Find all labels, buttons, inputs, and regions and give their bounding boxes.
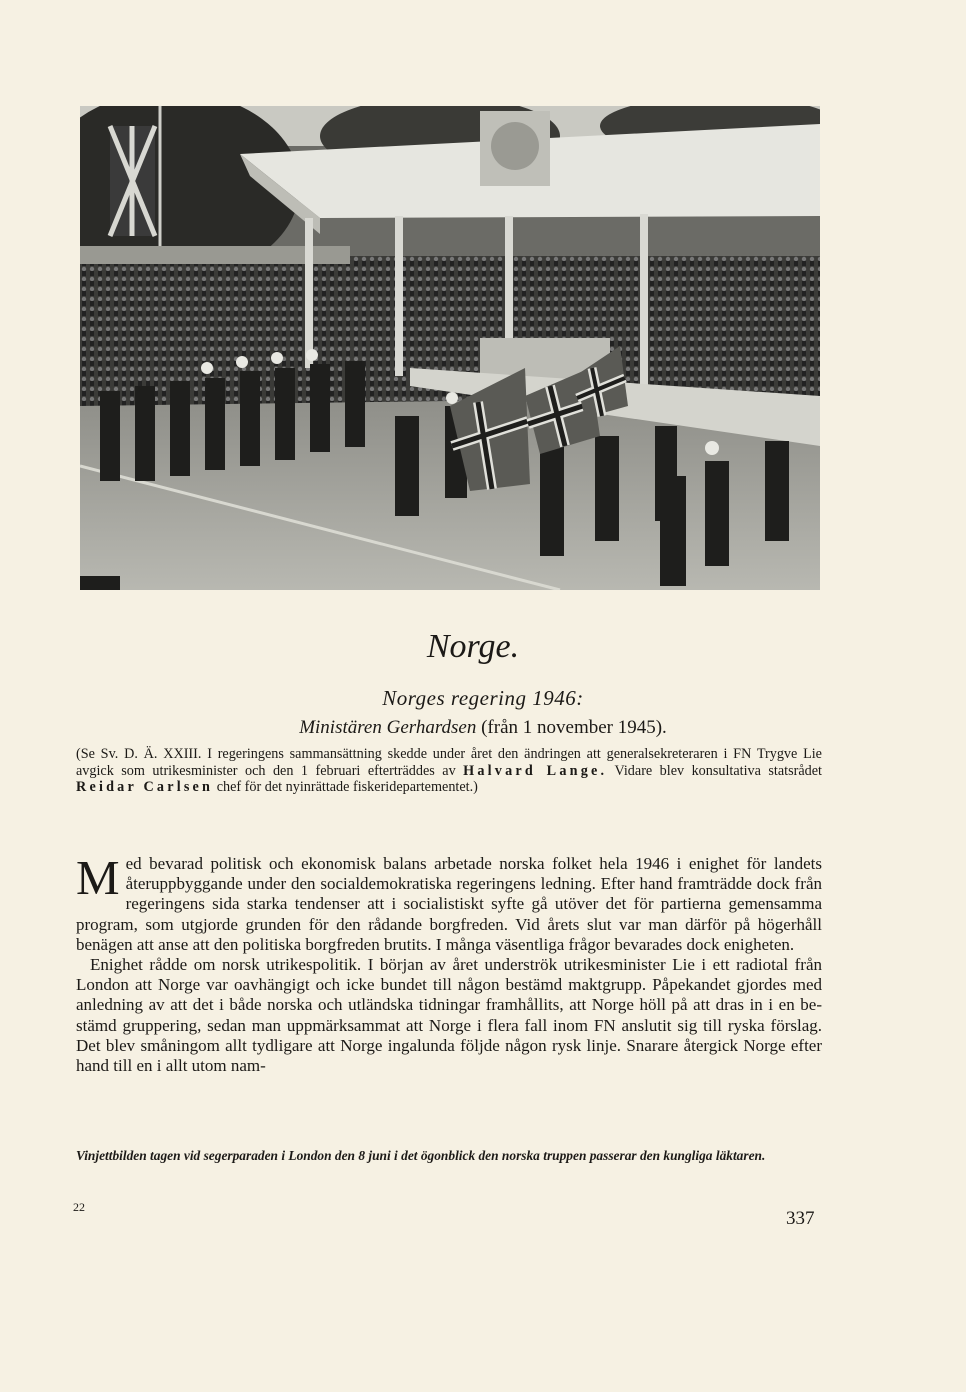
signature-mark: 22: [73, 1200, 85, 1214]
paragraph-1: [76, 850, 822, 955]
note-text-3: chef för det nyinrättade fiskeridepartementet.): [213, 779, 478, 795]
government-heading: Norges regering 1946:: [382, 686, 584, 710]
note-text-1: (Se Sv. D. Ä. XXIII. I regeringens sammansättning skedde under året den ändringen att generalsekreteraren i FN Trygve Lie avgick som utrikesminister och den 1 februari efterträddes av: [76, 746, 822, 779]
note-text-2: Vidare blev konsultativa statsrådet: [607, 762, 822, 779]
photo-caption: Vinjettbilden tagen vid segerparaden i London den 8 juni i det ögonblick den norska truppen passerar den kungliga läktaren.: [76, 1148, 766, 1163]
cabinet-date: (från 1 november 1945).: [481, 717, 667, 738]
paragraph-1-text: ed bevarad politisk och ekonomisk balans arbetade norska folket hela 1946 i enighet för landets återuppbyggande under den socialdemokratiska regeringens ledning. Efter hand framträdde dock från regeringens sida starka tendenser att i socialistiskt syfte gå utöver det för partierna gemensamma program, som utgjorde grunden för den rådande borgfreden. Vid årets slut var man därför på högerhåll benägen att anse att den politiska borgfreden brutits. I många väsentliga frågor bevarades dock enigheten.: [76, 854, 822, 954]
drop-cap: M: [76, 850, 120, 905]
page-number: 337: [786, 1208, 815, 1229]
country-heading: Norge.: [426, 628, 520, 665]
cabinet-name: Ministären Gerhardsen: [299, 717, 477, 738]
body-text: [76, 850, 822, 1076]
cabinet-heading: [0, 717, 966, 739]
paragraph-2: Enighet rådde om norsk utrikespolitik. I början av året underströk utrikesminister Lie i ett radiotal från London att Norge var oavhängigt och icke bundet till någon bestämd maktgrupp. Påpekandet gjordes med anledning av att det i både norska och utländska tidningar framhållits, att Norge höll på att dras in i en bestämd gruppering, sedan man uppmärksammat att Norge i flera fall inom FN anslutit sig till ryska förslag. Det blev småningom allt tydligare att Norge ingalunda följde någon rysk linje. Snarare återgick Norge efter hand till en i allt utom nam-: [76, 955, 822, 1076]
note-name-lange: Halvard Lange.: [463, 762, 608, 779]
parade-photo: [80, 106, 820, 590]
note-name-carlsen: Reidar Carlsen: [76, 779, 214, 795]
editorial-note: [76, 746, 822, 796]
